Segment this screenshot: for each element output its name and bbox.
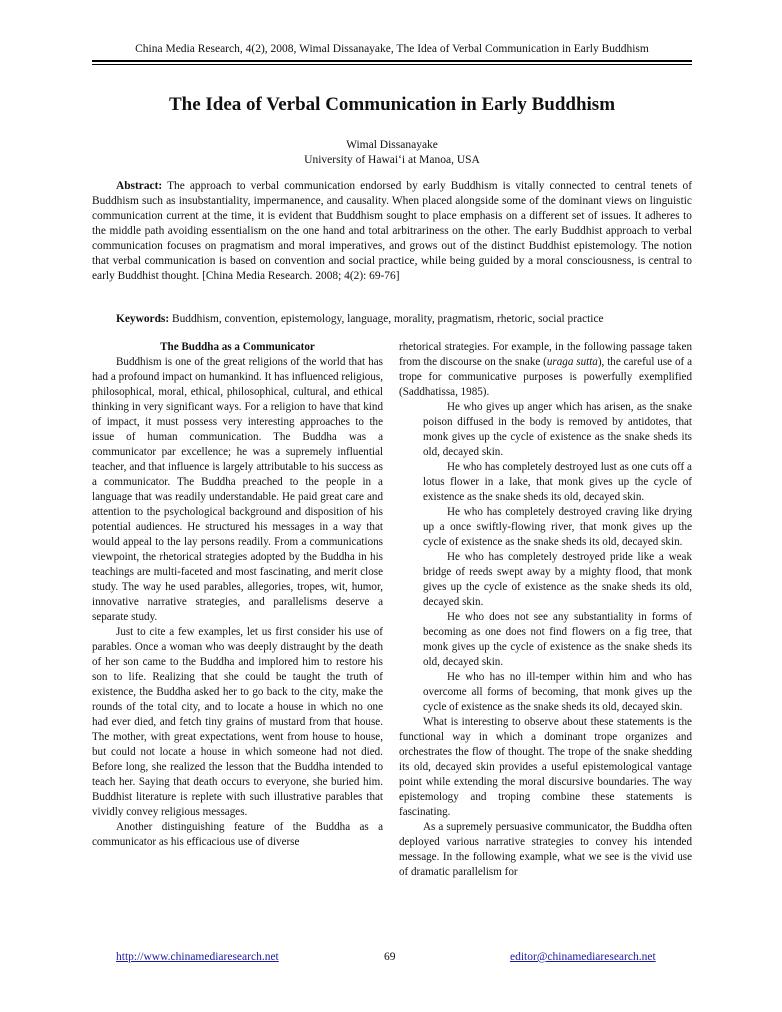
abstract-label: Abstract: — [116, 180, 163, 192]
right-column — [399, 340, 692, 880]
keywords-text: Buddhism, convention, epistemology, language, morality, pragmatism, rhetoric, social practice — [169, 313, 604, 325]
body-paragraph: Just to cite a few examples, let us first consider his use of parables. Once a woman who was deeply distraught by the death of her son came to the Buddha and implored him to restore his son to life. Realizing that she could be taught the truth of existence, the Buddha asked her to go back to the city, make the rounds of the total city, and to locate a house in which no one had ever died, and fetch tiny grains of mustard from that house. The mother, with great expectations, went from house to house, but could not locate a house in which someone had not died. Before long, she realized the lesson that the Buddha intended to teach her. Saying that death occurs to everyone, she buried him. Buddhist literature is replete with such illustrative parables that vividly convey religious messages. — [92, 626, 383, 818]
abstract-text: The approach to verbal communication endorsed by early Buddhism is vitally connected to central tenets of Buddhism such as insubstantiality, impermanence, and causality. When placed alongside some of the dominant views on linguistic communication current at the time, it is evident that Buddhism sought to place emphasis on a different set of issues. It adheres to the middle path avoiding essentialism on the one hand and total arbitrariness on the other. The early Buddhist approach to verbal communication focuses on pragmatism and moral imperatives, and grows out of the distinct Buddhist epistemology. The notion that verbal communication is based on convention and social practice, while being guided by a moral consciousness, is central to early Buddhist thought. [China Media Research. 2008; 4(2): 69-76] — [92, 180, 692, 282]
block-quote: He who gives up anger which has arisen, as the snake poison diffused in the body is removed by antidotes, that monk gives up the cycle of existence as the snake sheds its old, decayed skin. — [423, 401, 692, 458]
paragraph-text: rhetorical strategies. For example, in the following passage taken from the discourse on the snake ( — [399, 341, 692, 368]
paragraph-text: ), the careful use of a trope for communicative purposes is powerfully exemplified (Saddhatissa, 1985). — [399, 356, 692, 398]
section-heading: The Buddha as a Communicator — [160, 341, 315, 353]
author-name: Wimal Dissanayake — [346, 139, 438, 151]
body-paragraph: Another distinguishing feature of the Buddha as a communicator as his efficacious use of diverse — [92, 821, 383, 848]
author-affiliation: University of Hawai‘i at Manoa, USA — [304, 154, 480, 166]
italic-term: uraga sutta — [546, 356, 598, 368]
header-rule-thin — [92, 64, 692, 65]
block-quote: He who has completely destroyed lust as one cuts off a lotus flower in a lake, that monk gives up the cycle of existence as the snake sheds its old, decayed skin. — [423, 461, 692, 503]
abstract — [92, 179, 692, 284]
page-number: 69 — [384, 951, 396, 963]
block-quote: He who has no ill-temper within him and who has overcome all forms of becoming, that monk gives up the cycle of existence as the snake sheds its old, decayed skin. — [423, 671, 692, 713]
body-paragraph: What is interesting to observe about these statements is the functional way in which a dominant trope organizes and orchestrates the flow of thought. The trope of the snake shedding its old, decayed skin provides a useful epistemological vantage point while extending the moral discursive boundaries. The way epistemology and troping combine these statements is fascinating. — [399, 716, 692, 818]
website-link[interactable]: http://www.chinamediaresearch.net — [116, 951, 279, 963]
header-rule-thick — [92, 60, 692, 62]
block-quote: He who does not see any substantiality in forms of becoming as one does not find flowers on a fig tree, that monk gives up the cycle of existence as the snake sheds its old, decayed skin. — [423, 611, 692, 668]
keywords — [92, 312, 692, 327]
running-header: China Media Research, 4(2), 2008, Wimal Dissanayake, The Idea of Verbal Communication in Early Buddhism — [135, 43, 649, 55]
body-paragraph: As a supremely persuasive communicator, the Buddha often deployed various narrative strategies to convey his intended message. In the following example, what we see is the vivid use of dramatic parallelism for — [399, 821, 692, 878]
block-quote: He who has completely destroyed pride like a weak bridge of reeds swept away by a mighty flood, that monk gives up the cycle of existence as the snake sheds its old, decayed skin. — [423, 551, 692, 608]
body-paragraph: Buddhism is one of the great religions of the world that has had a profound impact on humankind. It has influenced religious, philosophical, moral, ethical, philosophical, cultural, and ethical thinking in very significant ways. For a religion to have that kind of impact, it must possess very interesting approaches to the issue of human communication. The Buddha was a communicator par excellence; he was a supremely influential teacher, and that influence is largely attributable to his success as a communicator. The Buddha preached to the people in a language that was readily understandable. He paid great care and attention to the psychological background and disposition of his potential audiences. He structured his messages in a way that would appeal to the lay persons readily. From a communications viewpoint, the rhetorical strategies adopted by the Buddha in his teachings are multi-faceted and most fascinating, and merit close study. The way he used parables, allegories, tropes, wit, humor, innovative narrative strategies, and parallelisms deserve a separate study. — [92, 356, 383, 623]
left-column — [92, 340, 383, 850]
body-paragraph — [399, 340, 692, 400]
email-link[interactable]: editor@chinamediaresearch.net — [510, 951, 656, 963]
article-title: The Idea of Verbal Communication in Early Buddhism — [168, 94, 616, 115]
keywords-label: Keywords: — [116, 313, 170, 325]
block-quote: He who has completely destroyed craving like drying up a once swiftly-flowing river, that monk gives up the cycle of existence as the snake sheds its old, decayed skin. — [423, 506, 692, 548]
